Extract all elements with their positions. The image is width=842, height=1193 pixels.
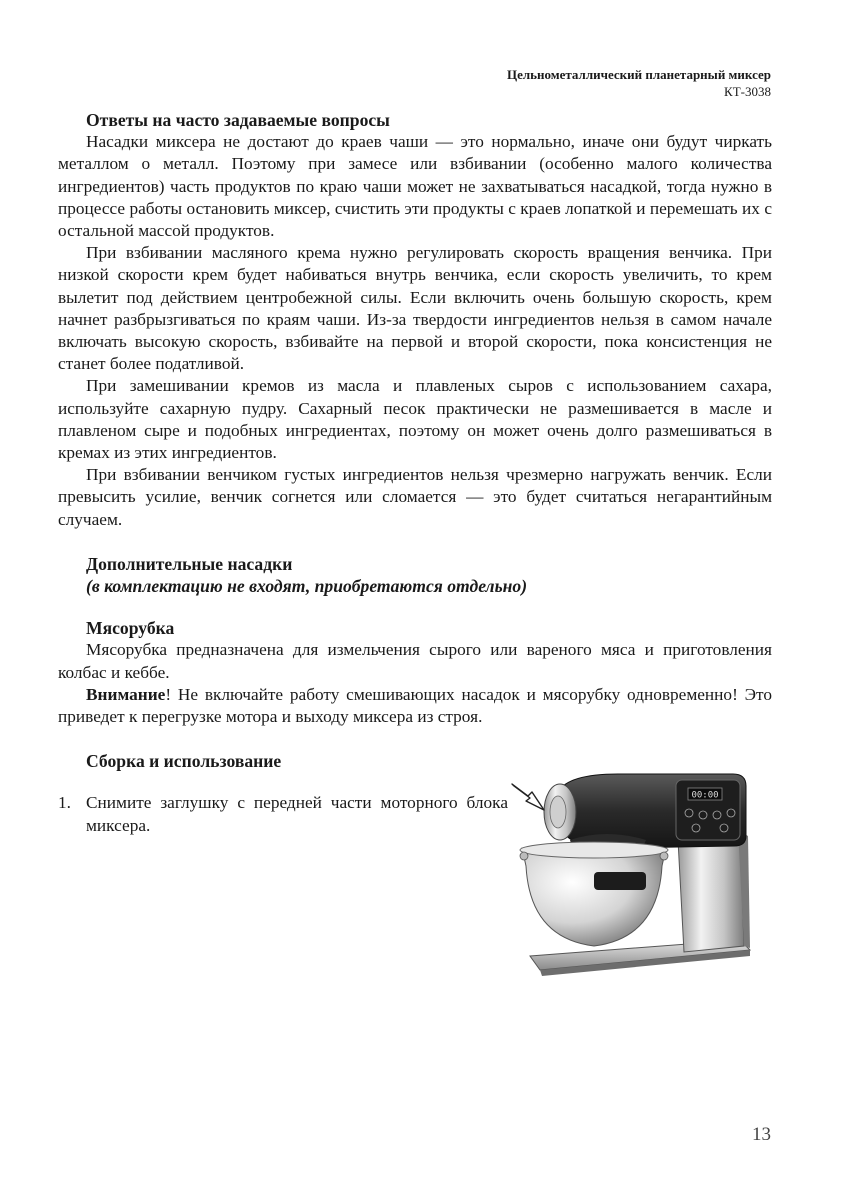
stand-mixer-illustration	[508, 770, 770, 982]
grinder-warning	[58, 684, 772, 728]
warning-text: ! Не включайте работу смешивающих насадок и мясорубку одновременно! Это приведет к перегрузке мотора и выходу миксера из строя.	[58, 684, 772, 727]
assembly-heading: Сборка и использование	[86, 751, 282, 772]
running-header	[507, 66, 771, 100]
faq-paragraph: При взбивании масляного крема нужно регулировать скорость вращения венчика. При низкой скорости крем будет набиваться внутрь венчика, если скорость увеличить, то крем вылетит под действием центробежной силы. Если включить очень большую скорость, крем начнет разбрызгиваться по краям чаши. Из-за твердости ингредиентов нельзя в самом начале включать высокую скорость, взбивайте на первой и второй скорости, пока консистенция не станет более податливой.	[58, 243, 772, 374]
spacer	[58, 728, 772, 750]
faq-paragraph: При замешивании кремов из масла и плавленых сыров с использованием сахара, используйте сахарную пудру. Сахарный песок практически не размешивается в масле и плавленом сыре и подобных ингредиентах, поэтому он может очень долго размешиваться в кремах из этих ингредиентов.	[58, 376, 772, 463]
product-model: КТ-3038	[724, 84, 771, 99]
product-title: Цельнометаллический планетарный миксер	[506, 67, 771, 82]
accessories-heading: Дополнительные насадки	[86, 553, 293, 574]
spacer	[58, 531, 772, 553]
faq-paragraph: При взбивании венчиком густых ингредиентов нельзя чрезмерно нагружать венчик. Если превысить усилие, венчик согнется или сломается — это будет считаться негарантийным случаем.	[58, 465, 772, 529]
faq-heading: Ответы на часто задаваемые вопросы	[86, 110, 390, 130]
page-content	[58, 109, 772, 837]
grinder-text: Мясорубка предназначена для измельчения сырого или вареного мяса и приготовления колбас и кеббе.	[58, 640, 772, 682]
accessories-subheading: (в комплектацию не входят, приобретаются отдельно)	[86, 576, 528, 597]
page-number: 13	[752, 1124, 771, 1145]
step-number: 1.	[58, 793, 71, 813]
warning-label: Внимание	[86, 684, 166, 704]
grinder-heading: Мясорубка	[86, 618, 175, 639]
display-readout: 00:00	[691, 790, 719, 801]
assembly-step	[58, 792, 508, 836]
faq-paragraph: Насадки миксера не достают до краев чаши — это нормально, иначе они будут чиркать металлом о металл. Поэтому при замесе или взбивании (особенно малого количества ингредиентов) часть продуктов по краю чаши может не захватываться насадкой, тогда нужно в процессе работы остановить миксер, счистить эти продукты с краев лопаткой и перемешать их с остальной массой продуктов.	[58, 132, 772, 241]
spacer	[58, 597, 772, 617]
step-text: Снимите заглушку с передней части моторного блока миксера.	[86, 793, 508, 835]
